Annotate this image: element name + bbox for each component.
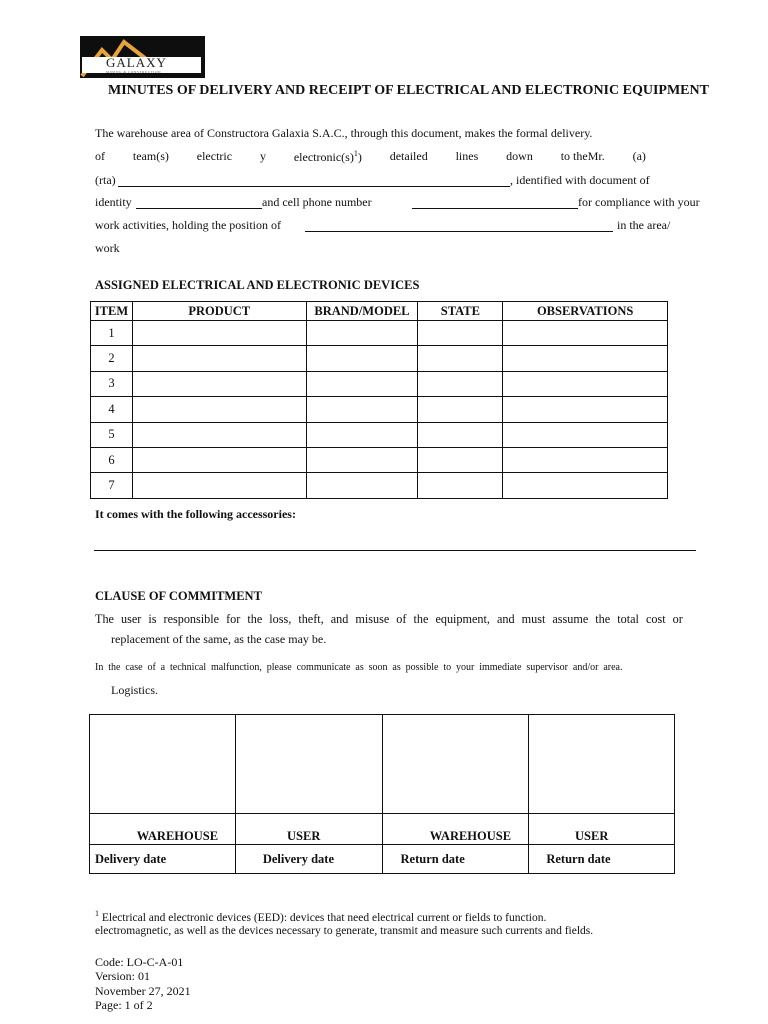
observations-cell[interactable] [503,473,668,498]
doc-code: Code: LO-C-A-01 [95,955,184,969]
table-row [91,371,668,396]
product-cell[interactable] [132,473,306,498]
role-label: WAREHOUSE [382,814,529,845]
user-return-signature-box[interactable] [529,715,675,814]
product-cell[interactable] [132,397,306,422]
state-cell[interactable] [418,397,503,422]
intro-word: lines [455,149,479,163]
name-blank-line[interactable] [118,186,510,187]
table-row [91,321,668,346]
table-row [91,473,668,498]
intro-line-4-b: and cell phone number [262,195,372,209]
intro-word: of [95,149,105,163]
date-label: Return date [529,845,675,874]
intro-line-5-b: in the area/ [617,218,671,232]
product-cell[interactable] [132,371,306,396]
clause-p2-line-2: Logistics. [111,683,158,697]
intro-line-3-start: (rta) [95,173,116,187]
column-header-state: STATE [418,302,503,321]
doc-date: November 27, 2021 [95,984,191,998]
document-blank-line[interactable] [136,208,262,209]
devices-table [90,301,668,499]
column-header-product: PRODUCT [132,302,306,321]
date-label: Delivery date [235,845,382,874]
state-cell[interactable] [418,321,503,346]
doc-page: Page: 1 of 2 [95,998,153,1012]
position-blank-line[interactable] [305,231,613,232]
table-row [91,346,668,371]
table-row [91,397,668,422]
devices-heading: ASSIGNED ELECTRICAL AND ELECTRONIC DEVICES [95,278,420,292]
brand-model-cell[interactable] [306,473,418,498]
brand-model-cell[interactable] [306,422,418,447]
state-cell[interactable] [418,371,503,396]
item-number: 1 [91,321,133,346]
clause-p1-line-2: replacement of the same, as the case may be. [111,632,327,646]
intro-word: detailed [389,149,428,163]
state-cell[interactable] [418,422,503,447]
signature-row [90,715,675,814]
roles-row [90,814,675,845]
accessories-label: It comes with the following accessories: [95,507,296,521]
company-logo [80,36,205,78]
table-row [91,422,668,447]
intro-line-2 [95,149,646,165]
brand-model-cell[interactable] [306,321,418,346]
brand-model-cell[interactable] [306,371,418,396]
clause-p2-line-1: In the case of a technical malfunction, please communicate as soon as possible to your immediate supervisor and/or area. [95,662,623,673]
item-number: 6 [91,447,133,472]
table-row [91,447,668,472]
intro-line-6: work [95,241,120,255]
observations-cell[interactable] [503,447,668,472]
product-cell[interactable] [132,422,306,447]
intro-line-5-a: work activities, holding the position of [95,218,281,232]
intro-line-3-end: , identified with document of [510,173,650,187]
product-cell[interactable] [132,346,306,371]
footnote-line-1: $^1$ Electrical and electronic devices (EED): devices that need electrical current or fields to function. [95,909,547,924]
footnote-mark: 1 [353,149,358,158]
intro-word: team(s) [132,149,169,163]
observations-cell[interactable] [503,397,668,422]
logo-tagline: MINING & CONSTRUCTION [106,70,162,74]
column-header-brand-model: BRAND/MODEL [306,302,418,321]
item-number: 2 [91,346,133,371]
intro-word-with-footnote: $electronic(s)^1$) [293,149,362,164]
product-cell[interactable] [132,447,306,472]
product-cell[interactable] [132,321,306,346]
observations-cell[interactable] [503,371,668,396]
item-number: 5 [91,422,133,447]
state-cell[interactable] [418,473,503,498]
warehouse-delivery-signature-box[interactable] [90,715,236,814]
intro-word: to theMr. [560,149,605,163]
user-delivery-signature-box[interactable] [235,715,382,814]
intro-word: (a) [632,149,646,163]
footnote-line-2: electromagnetic, as well as the devices necessary to generate, transmit and measure such currents and fields. [95,925,594,937]
column-header-item: ITEM [91,302,133,321]
date-label: Delivery date [90,845,236,874]
intro-word: electric [196,149,233,163]
devices-header-row [91,302,668,321]
date-label: Return date [382,845,529,874]
observations-cell[interactable] [503,321,668,346]
intro-line-4-c: for compliance with your [578,195,700,209]
phone-blank-line[interactable] [412,208,578,209]
intro-line-4-a: identity [95,195,132,209]
state-cell[interactable] [418,447,503,472]
document-title: MINUTES OF DELIVERY AND RECEIPT OF ELECTRICAL AND ELECTRONIC EQUIPMENT [108,83,709,98]
item-number: 4 [91,397,133,422]
warehouse-return-signature-box[interactable] [382,715,529,814]
item-number: 3 [91,371,133,396]
observations-cell[interactable] [503,346,668,371]
column-header-observations: OBSERVATIONS [503,302,668,321]
brand-model-cell[interactable] [306,447,418,472]
brand-model-cell[interactable] [306,397,418,422]
intro-word: down [506,149,533,163]
role-label: WAREHOUSE [90,814,236,845]
dates-row [90,845,675,874]
observations-cell[interactable] [503,422,668,447]
accessories-blank-line[interactable] [94,550,696,551]
clause-p1-line-1: The user is responsible for the loss, theft, and misuse of the equipment, and must assume the total cost or [95,612,683,626]
item-number: 7 [91,473,133,498]
clause-heading: CLAUSE OF COMMITMENT [95,589,262,603]
intro-line-1: The warehouse area of Constructora Galaxia S.A.C., through this document, makes the formal delivery. [95,126,593,140]
role-label: USER [235,814,382,845]
intro-word: y [259,149,266,163]
signature-table [89,714,675,874]
state-cell[interactable] [418,346,503,371]
doc-version: Version: 01 [95,969,150,983]
role-label: USER [529,814,675,845]
logo-brand: GALAXY [106,55,167,70]
brand-model-cell[interactable] [306,346,418,371]
footnote-number: 1 [95,909,99,918]
